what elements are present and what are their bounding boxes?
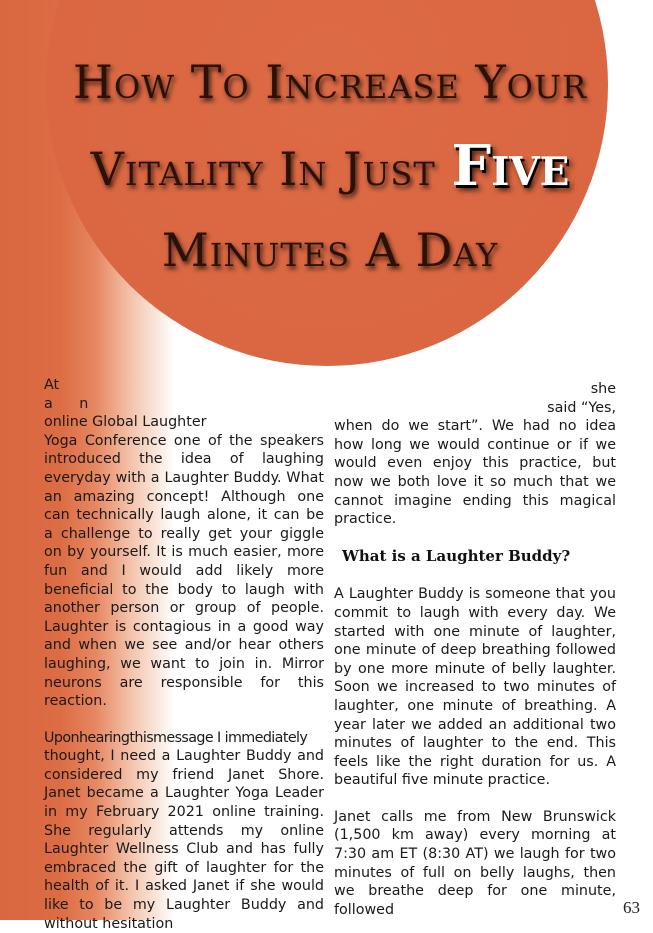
right-paragraph-1: A Laughter Buddy is someone that you commit to laugh with every day. We started with one minute of laughter, one minute of deep breathing followed by one more minute of belly laughter. Soon we increased to two minutes of laughter, one minute of breathing. A year later we added an additional two minutes of laughter to the end. This feels like the right duration for us. A beautiful five minute practice. [334, 586, 616, 789]
section-heading: What is a Laughter Buddy? [342, 546, 571, 565]
title-line-3: Minutes A Day [161, 223, 499, 277]
left-paragraph-2: thought, I need a Laughter Buddy and considered my friend Janet Shore. Janet became a Laughter Yoga Leader in my February 2021 online training. She regularly attends my online Laughter Wellness Club and has fully embraced the gift of laughter for the health of it. I asked Janet if she would like to be my Laughter Buddy and without hesitation [44, 748, 324, 932]
left-paragraph-2-first-line: Uponhearingthismessage I immediately [44, 729, 308, 746]
title-line-2-text: Vitality In Just [90, 142, 436, 196]
paragraph-gap [44, 711, 324, 729]
paragraph-gap [334, 790, 616, 808]
right-paragraph-2: Janet calls me from New Brunswick (1,500 km away) every morning at 7:30 am ET (8:30 AT) we laugh for two minutes of full on belly laughs, then we breathe deep for one minute, followed [334, 808, 616, 918]
right-continuation: when do we start”. We had no idea how long we would continue or if we would even enjoy this practice, but now we both love it so much that we cannot imagine ending this magical practice. [334, 418, 616, 528]
left-paragraph-1: Yoga Conference one of the speakers introduced the idea of laughing everyday with a Laughter Buddy. What an amazing concept! Although one can technically laugh alone, it can be a challenge to really get your giggle on by yourself. It is much easier, more fun and I would add likely more beneficial to the body to laugh with another person or group of people. Laughter is contagious in a good way and when we see and/or hear others laughing, we want to join in. Mirror neurons are responsible for this reaction. [44, 432, 324, 710]
right-column [334, 380, 616, 919]
left-intro-line-3: online Global Laughter [44, 414, 207, 431]
right-continuation-line-1: she [590, 381, 616, 397]
left-column [44, 376, 324, 933]
title-line-2 [40, 124, 620, 208]
title-emphasis-five: Five [451, 133, 570, 199]
title-line-1: How To Increase Your [72, 55, 588, 109]
right-continuation-line-2: said “Yes, [547, 399, 616, 416]
page-number: 63 [623, 898, 640, 917]
left-intro-line-2: a n [44, 395, 89, 412]
left-intro-line-1: At [44, 377, 60, 393]
article-title [40, 40, 620, 292]
